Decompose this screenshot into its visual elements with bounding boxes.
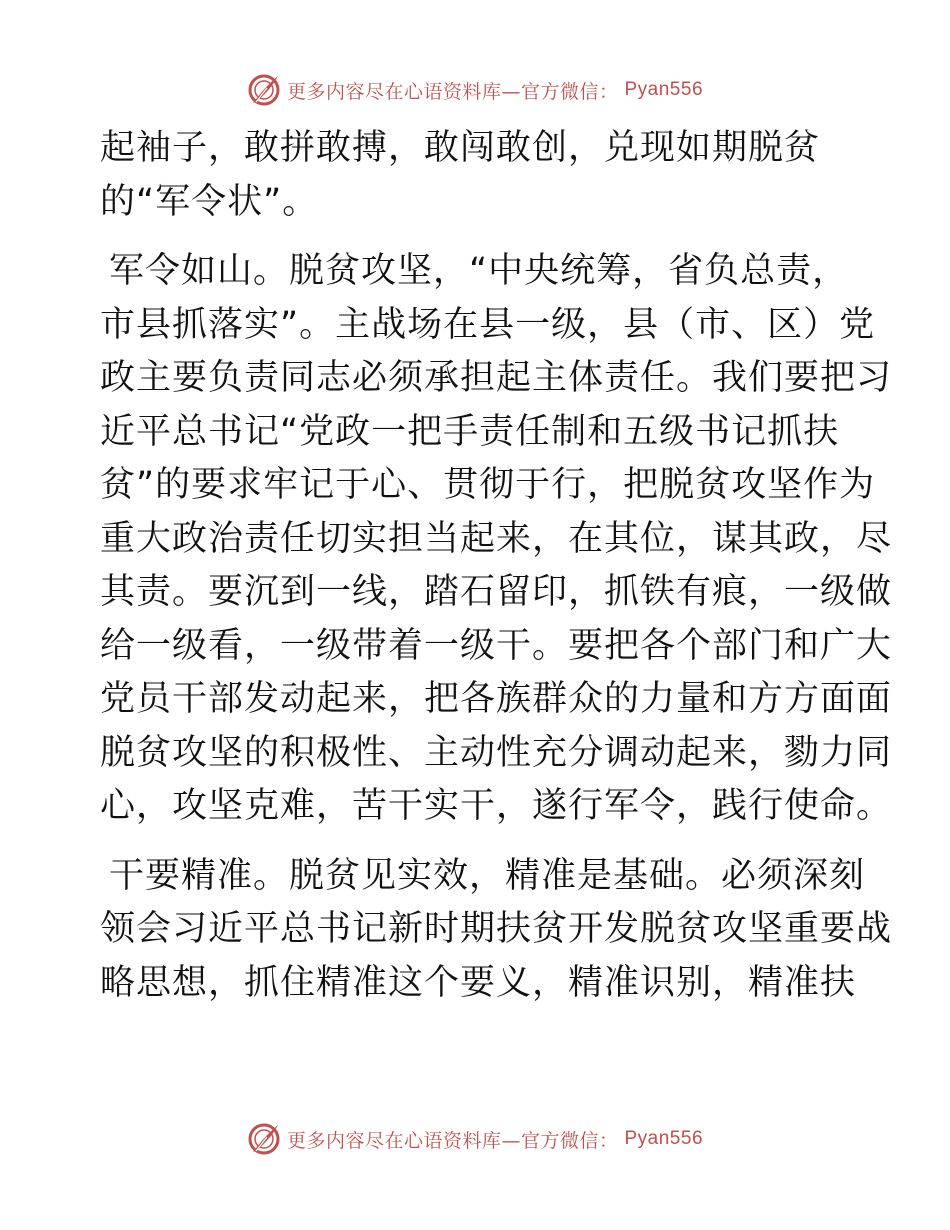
text-line: 市县抓落实”。主战场在县一级，县（市、区）党 [100,304,876,345]
text-line: 的“军令状”。 [100,181,319,222]
text-line: 起袖子，敢拼敢搏，敢闯敢创，兑现如期脱贫 [100,128,821,168]
header-banner-text: 更多内容尽在心语资料库—官方微信： [286,80,619,103]
text-line: 心，攻坚克难，苦干实干，遂行军令，践行使命。 [100,786,893,826]
text-line: 军令如山。脱贫攻坚，“中央统筹，省负总责， [109,251,849,291]
paragraph [100,122,860,229]
text-line: 脱贫攻坚的积极性、主动性充分调动起来，勠力同 [100,732,893,773]
text-line: 政主要负责同志必须承担起主体责任。我们要把习 [100,358,893,398]
header-wechat-id: Pyan556 [624,79,704,100]
paragraph [100,850,893,1011]
text-line: 党员干部发动起来，把各族群众的力量和方方面面 [100,679,893,719]
text-line: 略思想，抓住精准这个要义，精准识别，精准扶 [100,962,857,1003]
document-body [100,122,893,1010]
text-line: 给一级看，一级带着一级干。要把各个部门和广大 [100,625,893,666]
text-line: 近平总书记“党政一把手责任制和五级书记抓扶 [100,411,840,452]
footer-banner-text: 更多内容尽在心语资料库—官方微信： [286,1129,619,1152]
header-banner [0,72,950,108]
quill-logo-icon [247,73,281,107]
text-line: 贫”的要求牢记于心、贯彻于行，把脱贫攻坚作为 [100,465,876,505]
paragraph [100,245,893,834]
text-line: 干要精准。脱贫见实效，精准是基础。必须深刻 [109,855,866,896]
footer-wechat-id: Pyan556 [624,1128,704,1149]
footer-banner [0,1121,950,1157]
text-line: 重大政治责任切实担当起来，在其位，谋其政，尽 [100,518,893,559]
text-line: 其责。要沉到一线，踏石留印，抓铁有痕，一级做 [100,572,893,612]
text-line: 领会习近平总书记新时期扶贫开发脱贫攻坚重要战 [100,909,893,949]
quill-logo-icon [247,1122,281,1156]
